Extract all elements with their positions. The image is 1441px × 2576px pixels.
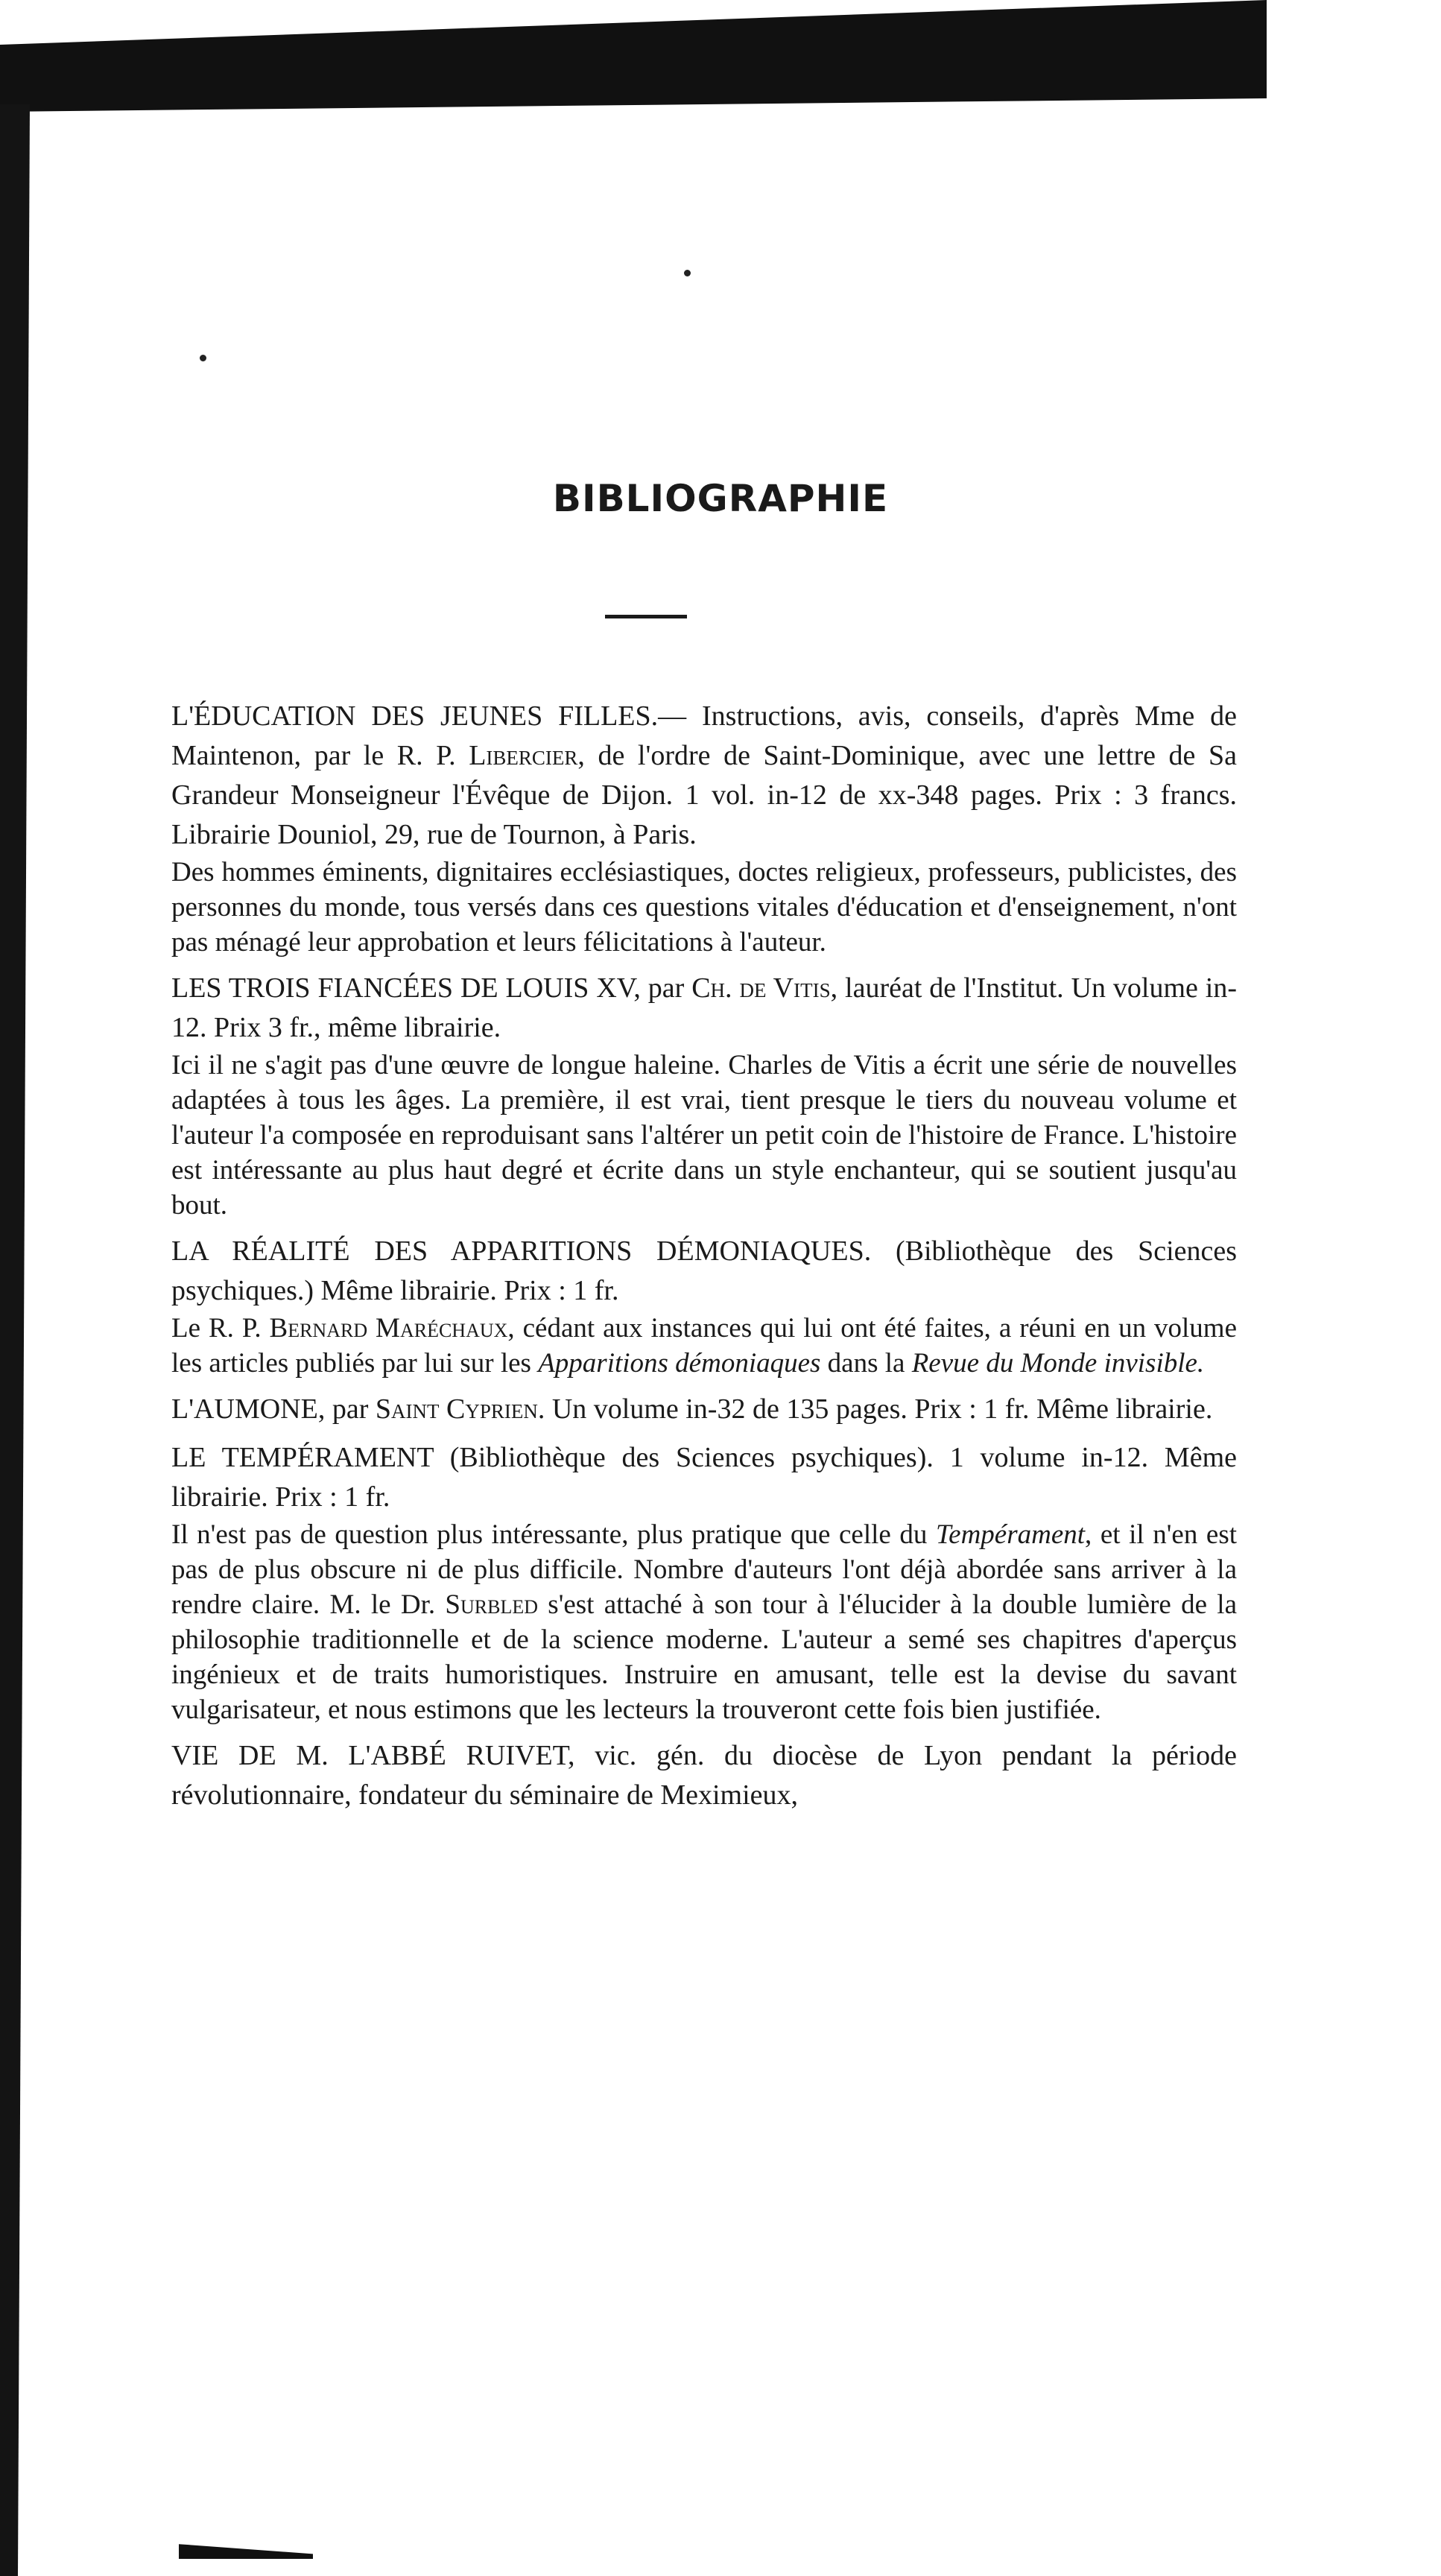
entry-text: — Instructions, avis, conseils, d'après Mme de Maintenon, par le R. P. — [171, 700, 1237, 771]
entry-author: Ch. de Vitis — [691, 972, 831, 1004]
entry-text: (Bibliothèque des Sciences psychiques.) Même librairie. Prix : 1 fr. — [171, 1235, 1238, 1306]
entry-description — [171, 1311, 1237, 1381]
italic-title: Apparitions démoniaques — [538, 1348, 821, 1379]
entry-title: LES TROIS FIANCÉES DE LOUIS XV, — [171, 972, 641, 1004]
desc-text: Le R. P. — [171, 1313, 262, 1344]
entry-description — [171, 1517, 1237, 1727]
desc-text: Il n'est pas de question plus intéressante, plus pratique que celle du — [171, 1519, 928, 1550]
scan-border-left — [0, 104, 30, 2576]
entry-text: par — [647, 972, 685, 1004]
desc-text: , cédant aux instances qui lui ont été faites, a réuni en un volume les articles publiés par lui sur les — [171, 1313, 1238, 1379]
entry-author: Libercier — [469, 740, 578, 771]
bibliography-entry — [171, 1232, 1237, 1381]
entry-text: (Bibliothèque des Sciences psychiques). 1 volume in-12. Même librairie. Prix : 1 fr. — [171, 1442, 1237, 1513]
entry-title: LE TEMPÉRAMENT — [171, 1442, 434, 1473]
entry-author: Surbled — [445, 1589, 538, 1620]
scan-border-bottom — [179, 2542, 313, 2559]
entry-title: VIE DE M. L'ABBÉ RUIVET, — [171, 1740, 575, 1771]
entry-title: LA RÉALITÉ DES APPARITIONS DÉMONIAQUES. — [171, 1235, 872, 1267]
italic-title: Tempérament — [935, 1519, 1086, 1550]
entry-description: Ici il ne s'agit pas d'une œuvre de longue haleine. Charles de Vitis a écrit une série de nouvelles adaptées à tous les âges. La première, il est vrai, tient presque le tiers du nouveau volume et l'auteur l'a composée en reproduisant sans l'altérer un petit coin de l'histoire de France. L'histoire est intéressante au plus haut degré et écrite dans un style enchanteur, qui se soutient jusqu'au bout. — [171, 1050, 1237, 1221]
scan-speck — [684, 270, 691, 276]
entry-heading — [171, 1438, 1237, 1517]
bibliography-entry — [171, 1736, 1237, 1815]
entry-description: Des hommes éminents, dignitaires ecclésiastiques, doctes religieux, professeurs, publicistes, des personnes du monde, tous versés dans ces questions vitales d'éducation et d'enseignement, n'ont pas ménagé leur approbation et leurs félicitations à l'auteur. — [171, 857, 1237, 958]
scan-border-top — [0, 0, 1267, 112]
desc-text: dans la — [827, 1348, 905, 1379]
entry-heading — [171, 1390, 1237, 1429]
desc-text: , et il n'en est pas de plus obscure ni de plus difficile. Nombre d'auteurs l'ont déjà abordée sans arriver à la rendre claire. M. le Dr. — [171, 1519, 1237, 1620]
entry-title: L'AUMONE, — [171, 1393, 326, 1425]
page-title: BIBLIOGRAPHIE — [552, 477, 889, 520]
bibliography-list — [171, 697, 1237, 1824]
entry-heading — [171, 1736, 1237, 1815]
bibliography-entry — [171, 697, 1237, 960]
entry-text-2: . Un volume in-32 de 135 pages. Prix : 1 fr. Même librairie. — [537, 1393, 1213, 1425]
bibliography-entry — [171, 1390, 1237, 1429]
entry-heading — [171, 969, 1237, 1048]
entry-text: par — [332, 1393, 369, 1425]
entry-heading — [171, 1232, 1237, 1311]
desc-text: s'est attaché à son tour à l'élucider à la double lumière de la philosophie traditionnelle et de la science moderne. L'auteur a semé ses chapitres d'aperçus ingénieux et de traits humoristiques. Instruire en amusant, telle est la devise du savant vulgarisateur, et nous estimons que les lecteurs la trouveront cette fois bien justifiée. — [171, 1589, 1238, 1725]
entry-text-2: , lauréat de l'Institut. Un volume in-12. Prix 3 fr., même librairie. — [171, 972, 1238, 1043]
entry-author: Saint Cyprien — [375, 1393, 538, 1425]
bibliography-entry — [171, 1438, 1237, 1727]
bibliography-entry — [171, 969, 1237, 1223]
entry-text-2: , de l'ordre de Saint-Dominique, avec une lettre de Sa Grandeur Monseigneur l'Évêque de Dijon. 1 vol. in-12 de xx-348 pages. Prix : 3 francs. Librairie Douniol, 29, rue de Tournon, à Paris. — [171, 740, 1237, 850]
italic-title: Revue du Monde invisible. — [911, 1348, 1205, 1379]
entry-heading — [171, 697, 1237, 855]
title-rule — [605, 615, 687, 618]
entry-author: Bernard Maréchaux — [269, 1313, 508, 1344]
entry-title: L'ÉDUCATION DES JEUNES FILLES. — [171, 700, 659, 732]
scan-speck — [200, 355, 206, 361]
entry-text: vic. gén. du diocèse de Lyon pendant la période révolutionnaire, fondateur du séminaire de Meximieux, — [171, 1740, 1237, 1811]
